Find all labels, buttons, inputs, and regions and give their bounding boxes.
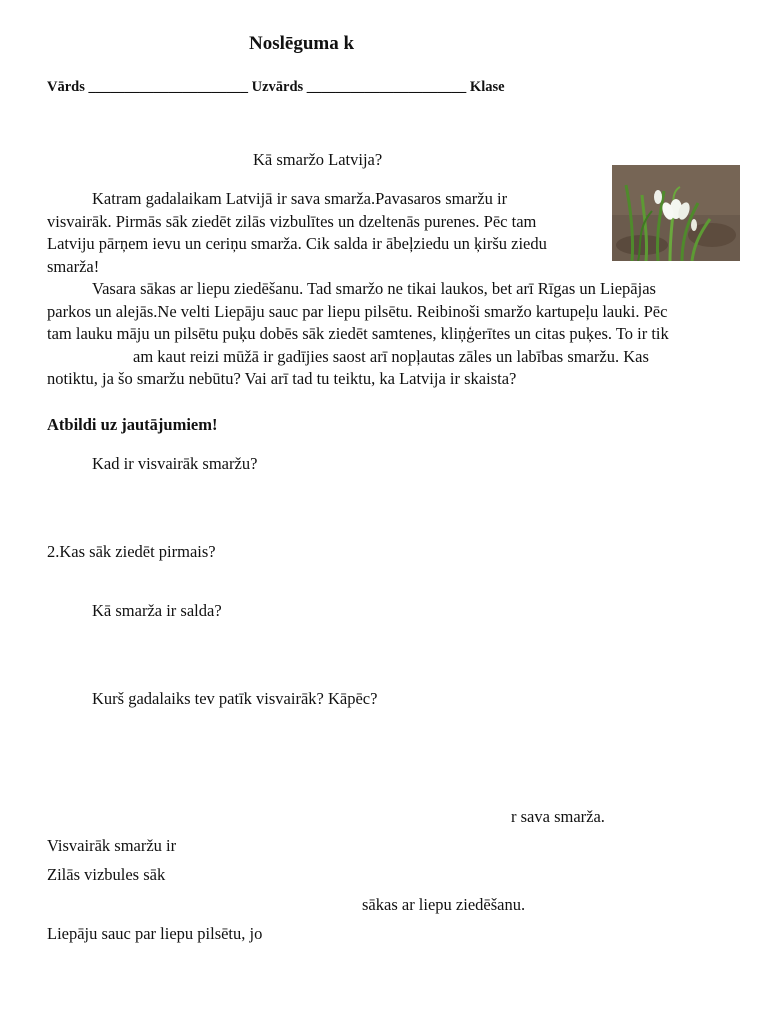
question-1: Kad ir visvairāk smaržu? bbox=[92, 454, 258, 473]
text-line: smarža! bbox=[47, 256, 100, 276]
text-line: Vasara sākas ar liepu ziedēšanu. Tad smaržo ne tikai laukos, bet arī Rīgas un Liepājas bbox=[92, 279, 656, 298]
completion-item-1: r sava smarža. bbox=[511, 807, 605, 826]
completion-item-2: Visvairāk smaržu ir bbox=[47, 836, 177, 855]
story-paragraph-1 bbox=[47, 188, 737, 278]
text-line: parkos un alejās.Ne velti Liepāju sauc par liepu pilsētu. Reibinoši smaržo kartupeļu lauki. Pēc bbox=[47, 301, 668, 321]
text-line: tam lauku māju un pilsētu puķu dobēs sāk ziedēt samtenes, kliņģerītes un citas puķes. To ir tik bbox=[47, 324, 669, 343]
text-line: notiktu, ja šo smaržu nebūtu? Vai arī tad tu teiktu, ka Latvija ir skaista? bbox=[47, 369, 517, 388]
name-surname-class-fields: Vārds ______________________ Uzvārds ______________________ Klase bbox=[47, 79, 505, 95]
story-title: Kā smaržo Latvija? bbox=[253, 150, 383, 169]
questions-heading: Atbildi uz jautājumiem! bbox=[47, 415, 218, 434]
page-title: Noslēguma k bbox=[249, 33, 355, 54]
completion-item-3: Zilās vizbules sāk bbox=[47, 865, 166, 884]
text-line: Katram gadalaikam Latvijā ir sava smarža.Pavasaros smaržu ir bbox=[92, 189, 508, 208]
text-line: Latviju pārņem ievu un ceriņu smarža. Cik salda ir ābeļziedu un ķiršu ziedu bbox=[47, 234, 547, 253]
story-paragraph-2 bbox=[47, 278, 737, 391]
text-line: am kaut reizi mūžā ir gadījies saost arī nopļautas zāles un labības smaržu. Kas bbox=[133, 346, 649, 366]
text-line: visvairāk. Pirmās sāk ziedēt zilās vizbulītes un dzeltenās purenes. Pēc tam bbox=[47, 211, 537, 231]
completion-item-5: Liepāju sauc par liepu pilsētu, jo bbox=[47, 924, 263, 943]
question-3: Kā smarža ir salda? bbox=[92, 601, 222, 620]
completion-item-4: sākas ar liepu ziedēšanu. bbox=[362, 895, 526, 914]
question-2: 2.Kas sāk ziedēt pirmais? bbox=[47, 542, 216, 561]
question-4: Kurš gadalaiks tev patīk visvairāk? Kāpēc? bbox=[92, 689, 378, 708]
